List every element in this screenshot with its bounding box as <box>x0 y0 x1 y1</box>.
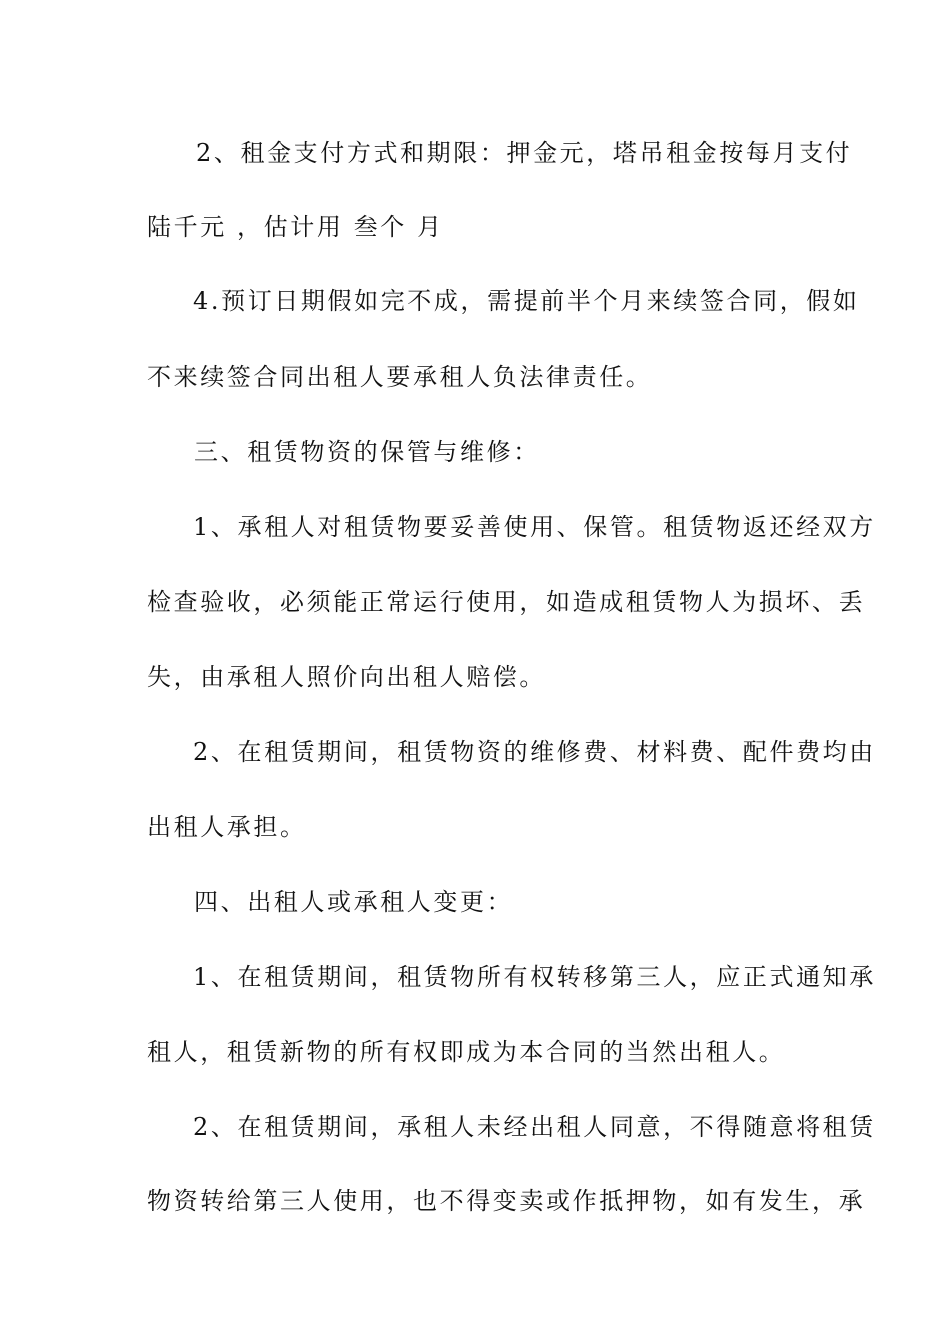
paragraph-line: 陆千元 ，估计用 叁个 月 <box>147 213 444 241</box>
paragraph-line: 2、在租赁期间，租赁物资的维修费、材料费、配件费均由 <box>193 738 876 766</box>
paragraph-line: 出租人承担。 <box>147 813 307 841</box>
paragraph-line: 4.预订日期假如完不成，需提前半个月来续签合同，假如 <box>193 287 860 315</box>
section-heading: 四、出租人或承租人变更： <box>194 888 514 916</box>
paragraph-line: 失，由承租人照价向出租人赔偿。 <box>147 663 546 691</box>
paragraph-line: 2、租金支付方式和期限：押金元，塔吊租金按每月支付 <box>196 139 853 167</box>
paragraph-line: 租人，租赁新物的所有权即成为本合同的当然出租人。 <box>147 1038 786 1066</box>
paragraph-line: 不来续签合同出租人要承租人负法律责任。 <box>147 363 653 391</box>
paragraph-line: 检查验收，必须能正常运行使用，如造成租赁物人为损坏、丢 <box>147 588 866 616</box>
paragraph-line: 2、在租赁期间，承租人未经出租人同意，不得随意将租赁 <box>193 1113 876 1141</box>
paragraph-line: 1、在租赁期间，租赁物所有权转移第三人，应正式通知承 <box>193 963 876 991</box>
paragraph-line: 1、承租人对租赁物要妥善使用、保管。租赁物返还经双方 <box>193 513 876 541</box>
section-heading: 三、租赁物资的保管与维修： <box>194 438 540 466</box>
paragraph-line: 物资转给第三人使用，也不得变卖或作抵押物，如有发生，承 <box>147 1187 866 1215</box>
